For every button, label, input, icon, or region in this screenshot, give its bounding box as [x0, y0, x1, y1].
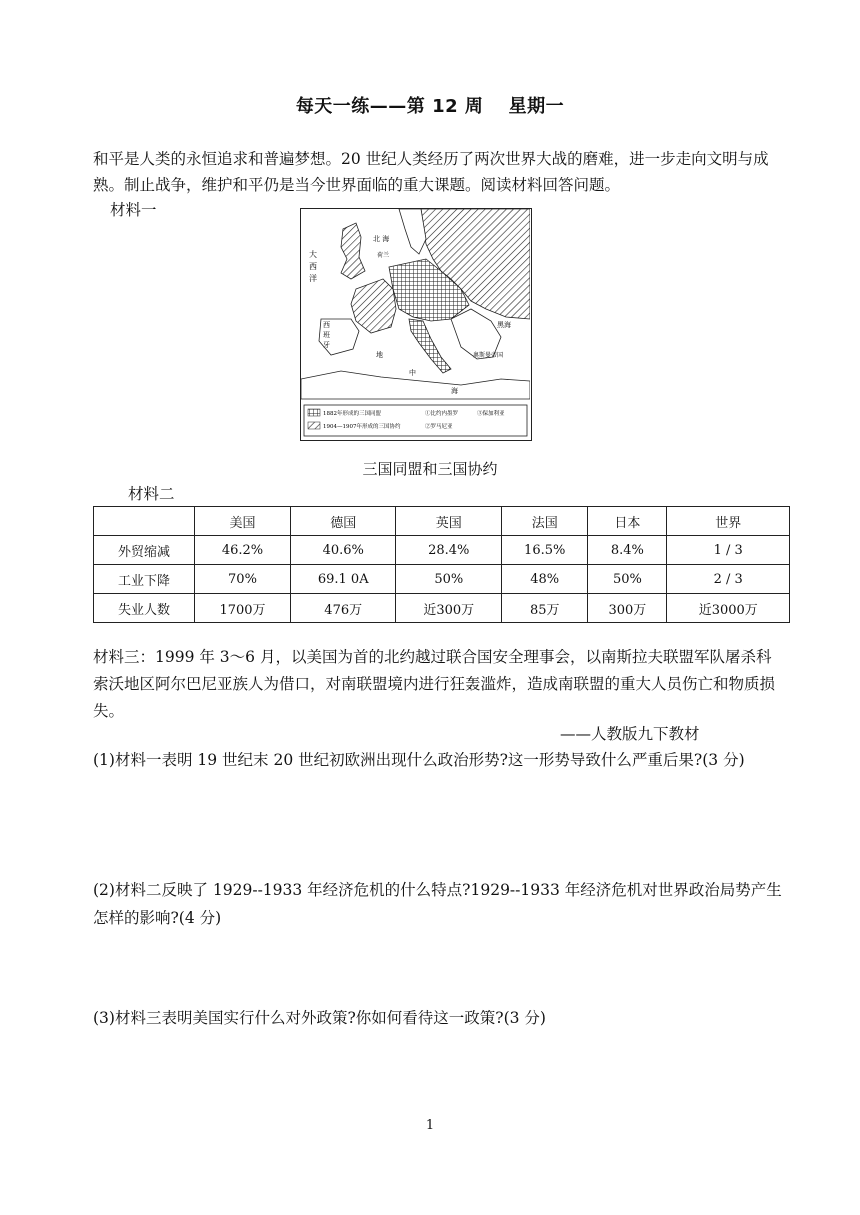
- map-label-atlantic-2: 西: [309, 262, 317, 271]
- table-cell: 48%: [502, 565, 588, 594]
- table-cell: 外贸缩减: [94, 536, 195, 565]
- material2-label: 材料二: [128, 485, 175, 503]
- table-cell: 16.5%: [502, 536, 588, 565]
- table-cell: 40.6%: [290, 536, 395, 565]
- table-cell: [94, 507, 195, 536]
- table-cell: 69.1 0A: [290, 565, 395, 594]
- map-label-atlantic-1: 大: [309, 250, 317, 259]
- table-header-row: [94, 507, 790, 536]
- question-1: (1)材料一表明 19 世纪末 20 世纪初欧洲出现什么政治形势?这一形势导致什么严重后果?(3 分): [93, 751, 745, 769]
- table-cell: 德国: [290, 507, 395, 536]
- intro-paragraph: 和平是人类的永恒追求和普遍梦想。20 世纪人类经历了两次世界大战的磨难，进一步走向文明与成熟。制止战争，维护和平仍是当今世界面临的重大课题。阅读材料回答问题。: [93, 150, 769, 194]
- legend-n2: ②罗马尼亚: [425, 424, 453, 430]
- crisis-table: [93, 506, 790, 623]
- map-label-med-1: 地: [376, 351, 383, 359]
- table-row: [94, 565, 790, 594]
- table-cell: 50%: [588, 565, 667, 594]
- legend-n3: ③保加利亚: [477, 411, 505, 417]
- map-label-north-sea: 北 海: [373, 235, 390, 243]
- map-label-ottoman: 奥斯曼帝国: [473, 352, 504, 359]
- table-cell: 476万: [290, 594, 395, 623]
- france-region: [351, 279, 396, 333]
- page-title: 每天一练——第 12 周 星期一: [295, 96, 565, 117]
- map-label-netherlands: 荷兰: [377, 252, 390, 259]
- table-cell: 85万: [502, 594, 588, 623]
- table-cell: 2 / 3: [667, 565, 790, 594]
- legend-n1: ①比约内墨罗: [425, 411, 459, 417]
- source-citation: ——人教版九下教材: [560, 725, 700, 743]
- table-row: [94, 594, 790, 623]
- table-cell: 近3000万: [667, 594, 790, 623]
- table-cell: 工业下降: [94, 565, 195, 594]
- table-cell: 世界: [667, 507, 790, 536]
- table-cell: 近300万: [396, 594, 502, 623]
- italy-region: [409, 319, 451, 373]
- table-cell: 50%: [396, 565, 502, 594]
- table-cell: 1 / 3: [667, 536, 790, 565]
- table-cell: 70%: [195, 565, 291, 594]
- table-cell: 300万: [588, 594, 667, 623]
- legend-alliance: 1882年形成的三国同盟: [323, 411, 381, 417]
- question-2: (2)材料二反映了 1929--1933 年经济危机的什么特点?1929--1933 年经济危机对世界政治局势产生怎样的影响?(4 分): [93, 881, 782, 927]
- legend-box: [304, 405, 527, 436]
- table-cell: 失业人数: [94, 594, 195, 623]
- map-drawing: [301, 209, 530, 439]
- material3-paragraph: 材料三：1999 年 3～6 月，以美国为首的北约越过联合国安全理事会，以南斯拉夫联盟军队屠杀科索沃地区阿尔巴尼亚族人为借口，对南联盟境内进行狂轰滥炸，造成南联盟的重大人员伤亡和物质损失。: [93, 648, 776, 720]
- britain-region: [341, 223, 365, 279]
- table-cell: 8.4%: [588, 536, 667, 565]
- table-cell: 46.2%: [195, 536, 291, 565]
- page-number: 1: [425, 1118, 435, 1133]
- table-cell: 美国: [195, 507, 291, 536]
- legend-entente: 1904—1907年形成的三国协约: [323, 424, 401, 430]
- scandinavia: [399, 209, 426, 254]
- map-label-black-sea: 黑海: [497, 321, 511, 329]
- europe-map: [300, 208, 532, 441]
- table-cell: 日本: [588, 507, 667, 536]
- map-label-spain-2: 班: [323, 331, 330, 339]
- question-3: (3)材料三表明美国实行什么对外政策?你如何看待这一政策?(3 分): [93, 1009, 546, 1027]
- map-label-atlantic-3: 洋: [309, 274, 317, 283]
- map-label-spain-3: 牙: [323, 341, 330, 349]
- map-label-med-2: 中: [409, 369, 416, 377]
- map-caption: 三国同盟和三国协约: [362, 460, 498, 478]
- table-row: [94, 536, 790, 565]
- map-label-spain-1: 西: [323, 321, 330, 329]
- table-cell: 英国: [396, 507, 502, 536]
- table-cell: 法国: [502, 507, 588, 536]
- table-cell: 28.4%: [396, 536, 502, 565]
- table-cell: 1700万: [195, 594, 291, 623]
- material1-label: 材料一: [110, 201, 157, 219]
- map-label-med-3: 海: [451, 387, 458, 395]
